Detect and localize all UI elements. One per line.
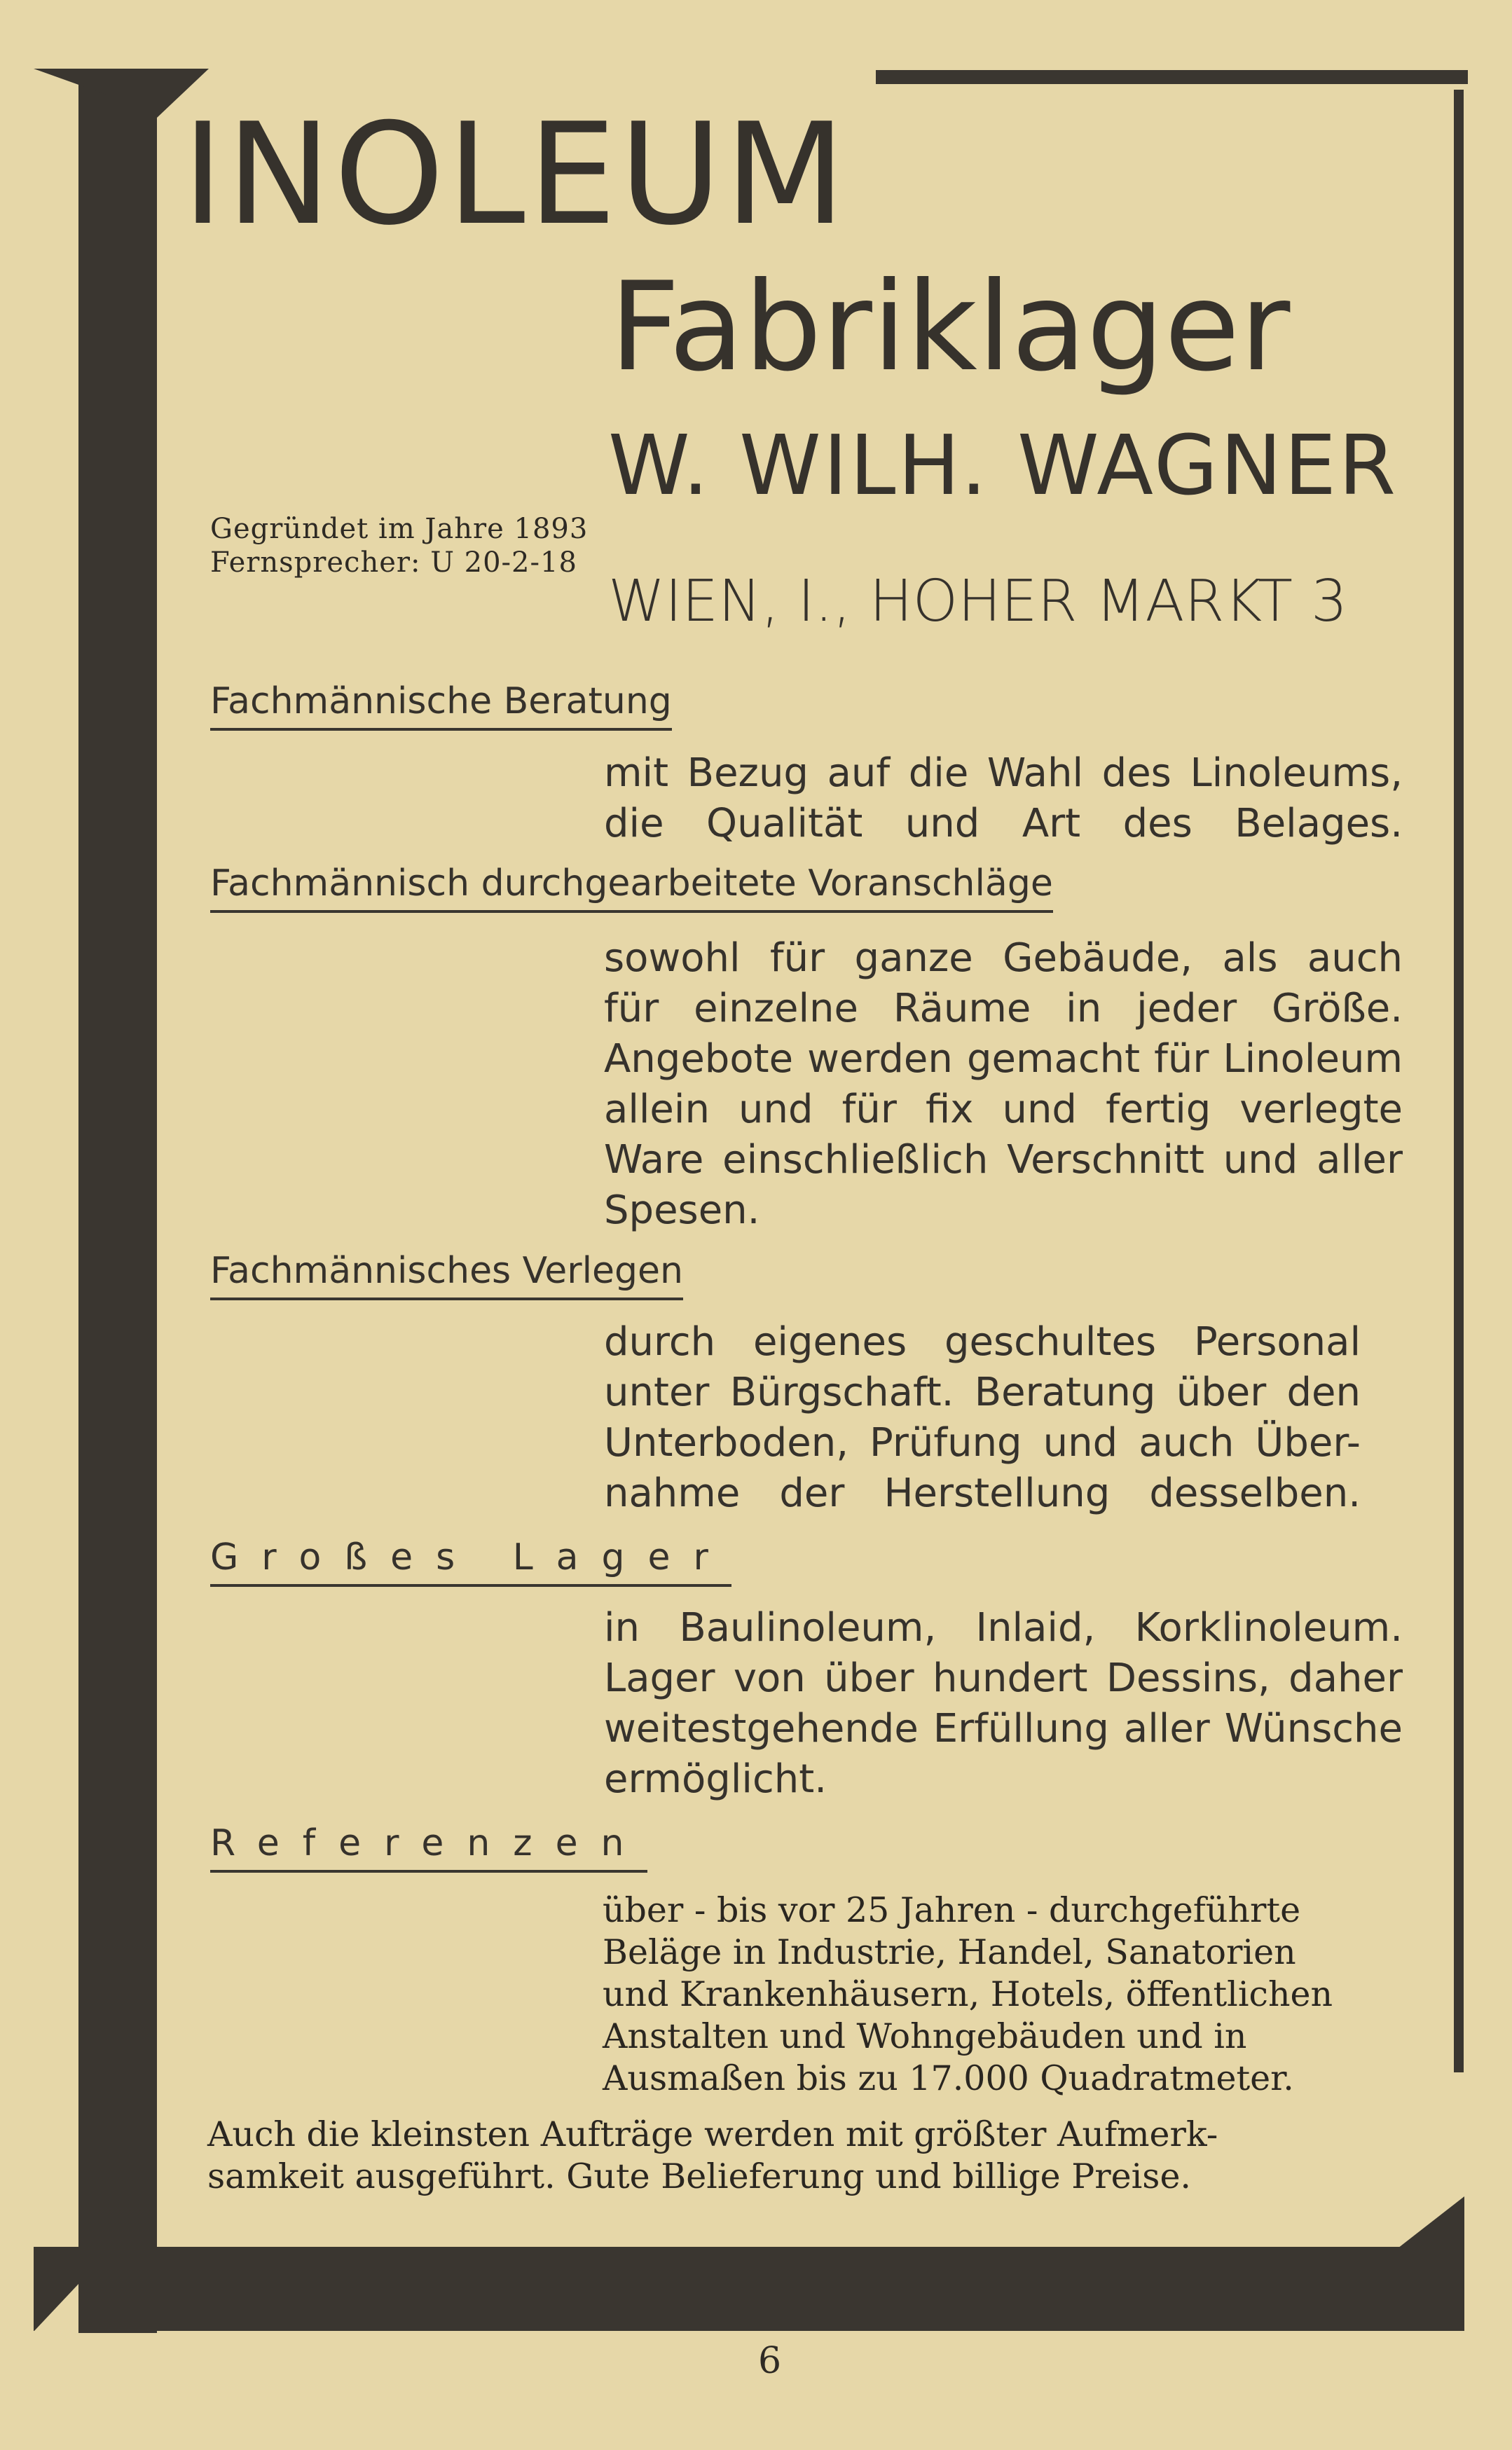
text-line: Angebote werden gemacht für Linoleum	[604, 1036, 1403, 1082]
frame-bottom-bar	[34, 2247, 1464, 2331]
frame-left-bar	[78, 70, 157, 2333]
frame-right-bar	[1454, 90, 1464, 2072]
section-heading-voranschlaege: Fachmännisch durchgearbeitete Voranschläge	[210, 865, 1053, 913]
page-subtitle: Fabriklager	[610, 256, 1291, 399]
page-title: INOLEUM	[182, 93, 848, 256]
closing-text	[207, 2114, 1398, 2198]
text-line: weitestgehende Erfüllung aller Wünsche	[604, 1706, 1403, 1752]
text-line: und Krankenhäusern, Hotels, öffentlichen	[603, 1974, 1333, 2014]
text-line: Ware einschließlich Verschnitt und aller	[604, 1137, 1403, 1183]
section-text-lager	[604, 1603, 1403, 1805]
text-line: Anstalten und Wohngebäuden und in	[603, 2016, 1247, 2056]
frame-bottom-corner	[1398, 2196, 1465, 2249]
section-heading-lager: Großes Lager	[210, 1539, 731, 1587]
founded-text: Gegründet im Jahre 1893	[210, 513, 589, 545]
section-text-referenzen	[603, 1890, 1401, 2100]
text-line: sowohl für ganze Gebäude, als auch	[604, 935, 1403, 981]
text-line: mit Bezug auf die Wahl des Linoleums,	[604, 750, 1403, 796]
text-line: Spesen.	[604, 1188, 760, 1233]
text-line: allein und für fix und fertig verlegte	[604, 1087, 1403, 1132]
section-text-voranschlaege	[604, 933, 1403, 1236]
text-line: für einzelne Räume in jeder Größe.	[604, 986, 1403, 1031]
address: WIEN, I., HOHER MARKT 3	[608, 568, 1348, 635]
text-line: Beläge in Industrie, Handel, Sanatorien	[603, 1932, 1296, 1972]
text-line: durch eigenes geschultes Personal	[604, 1319, 1361, 1365]
frame-bottom-left-notch	[34, 2284, 80, 2333]
frame-top-rule	[876, 70, 1468, 84]
text-line: ermöglicht.	[604, 1756, 827, 1802]
section-heading-verlegen: Fachmännisches Verlegen	[210, 1253, 683, 1300]
section-text-beratung	[604, 748, 1403, 849]
text-line: über - bis vor 25 Jahren - durchgeführte	[603, 1890, 1301, 1930]
text-line: Ausmaßen bis zu 17.000 Quadratmeter.	[603, 2058, 1294, 2098]
text-line: in Baulinoleum, Inlaid, Korklinoleum.	[604, 1605, 1403, 1651]
text-line: nahme der Herstellung desselben.	[604, 1471, 1361, 1516]
text-line: Lager von über hundert Dessins, daher	[604, 1656, 1403, 1701]
section-heading-beratung: Fachmännische Beratung	[210, 683, 672, 731]
section-heading-referenzen: Referenzen	[210, 1825, 647, 1873]
text-line: samkeit ausgeführt. Gute Belieferung und billige Preise.	[207, 2156, 1192, 2196]
text-line: Unterboden, Prüfung und auch Über-	[604, 1420, 1361, 1466]
text-line: die Qualität und Art des Belages.	[604, 801, 1403, 846]
phone-text: Fernsprecher: U 20-2-18	[210, 546, 577, 579]
page-number: 6	[758, 2340, 782, 2382]
text-line: unter Bürgschaft. Beratung über den	[604, 1370, 1361, 1415]
section-text-verlegen	[604, 1317, 1361, 1519]
text-line: Auch die kleinsten Aufträge werden mit größter Aufmerk-	[207, 2114, 1218, 2154]
company-name: W. WILH. WAGNER	[608, 417, 1398, 514]
